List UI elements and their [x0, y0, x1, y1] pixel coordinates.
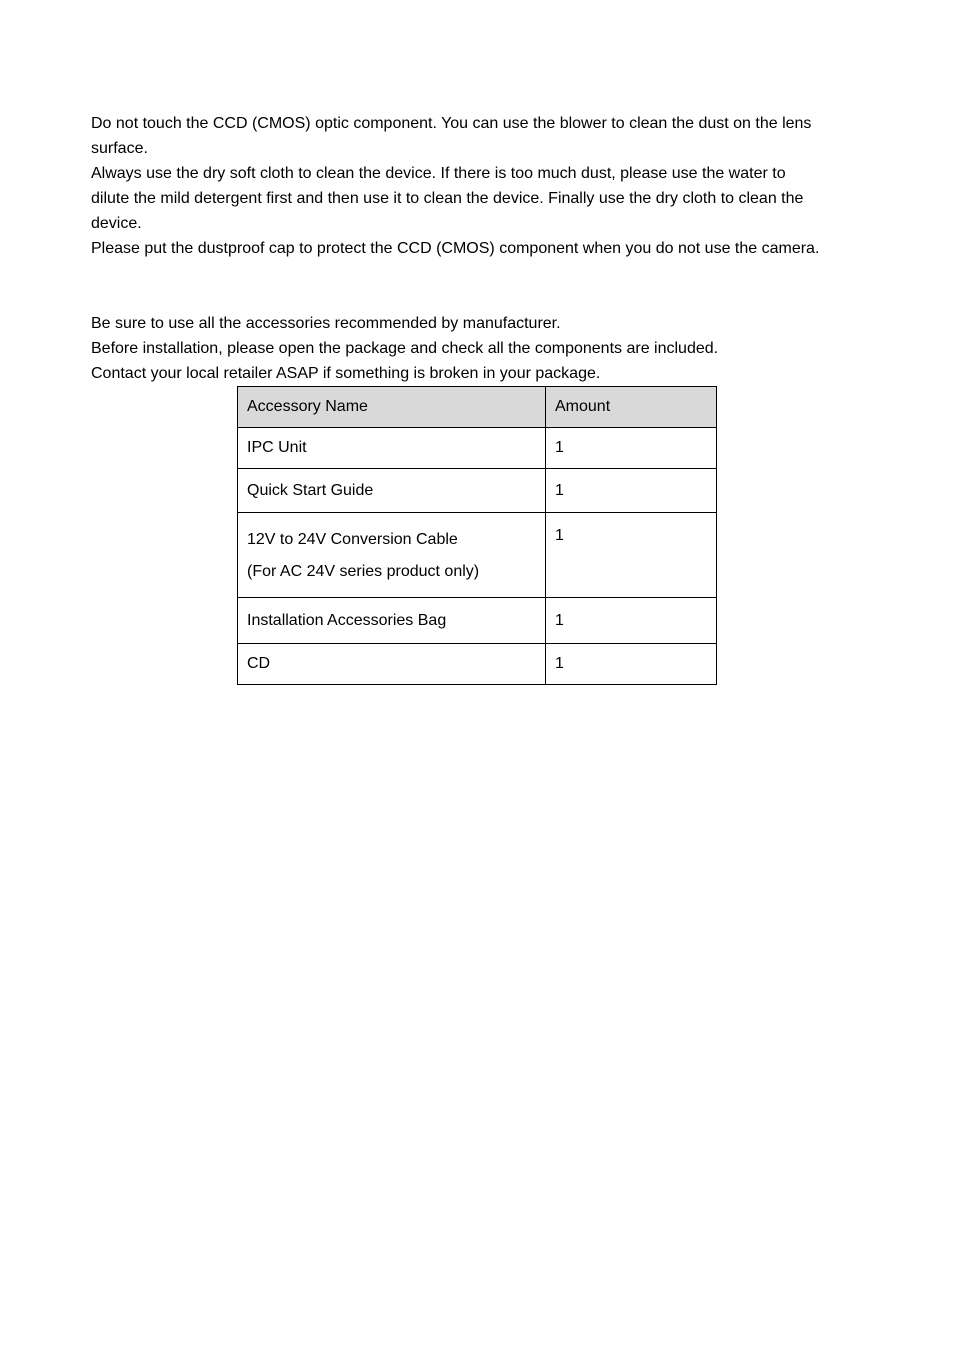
accessory-amount-cell: 1: [546, 598, 717, 644]
maintenance-line-6: Please put the dustproof cap to protect the CCD (CMOS) component when you do not use the camera.: [91, 240, 820, 257]
accessory-table: [237, 386, 717, 685]
accessory-name-cell: IPC Unit: [238, 428, 546, 469]
accessory-name-cell: Installation Accessories Bag: [238, 598, 546, 644]
table-header-row: [238, 387, 717, 428]
maintenance-line-5: device.: [91, 215, 142, 232]
accessory-amount-cell: 1: [546, 469, 717, 513]
table-row: [238, 644, 717, 685]
header-accessory-name: Accessory Name: [238, 387, 546, 428]
table-row: [238, 513, 717, 598]
accessory-amount-cell: 1: [546, 644, 717, 685]
maintenance-line-2: surface.: [91, 140, 148, 157]
accessory-name-cell: CD: [238, 644, 546, 685]
accessory-name-cell: [238, 513, 546, 598]
accessory-table-wrapper: [237, 386, 717, 685]
header-amount: Amount: [546, 387, 717, 428]
table-row: [238, 469, 717, 513]
accessory-name-cell: Quick Start Guide: [238, 469, 546, 513]
maintenance-line-4: dilute the mild detergent first and then use it to clean the device. Finally use the dry cloth to clean the: [91, 190, 804, 207]
table-row: [238, 598, 717, 644]
accessories-intro-line-2: Before installation, please open the package and check all the components are included.: [91, 340, 719, 357]
accessory-amount-cell: 1: [546, 513, 717, 598]
table-row: [238, 428, 717, 469]
accessory-amount-cell: 1: [546, 428, 717, 469]
maintenance-line-3: Always use the dry soft cloth to clean the device. If there is too much dust, please use the water to: [91, 165, 786, 182]
maintenance-line-1: Do not touch the CCD (CMOS) optic component. You can use the blower to clean the dust on the lens: [91, 115, 812, 132]
accessory-name-line-1: 12V to 24V Conversion Cable: [247, 531, 458, 548]
accessories-intro-line-3: Contact your local retailer ASAP if something is broken in your package.: [91, 365, 601, 382]
accessories-intro-line-1: Be sure to use all the accessories recommended by manufacturer.: [91, 315, 561, 332]
accessory-name-line-2: (For AC 24V series product only): [247, 563, 480, 580]
